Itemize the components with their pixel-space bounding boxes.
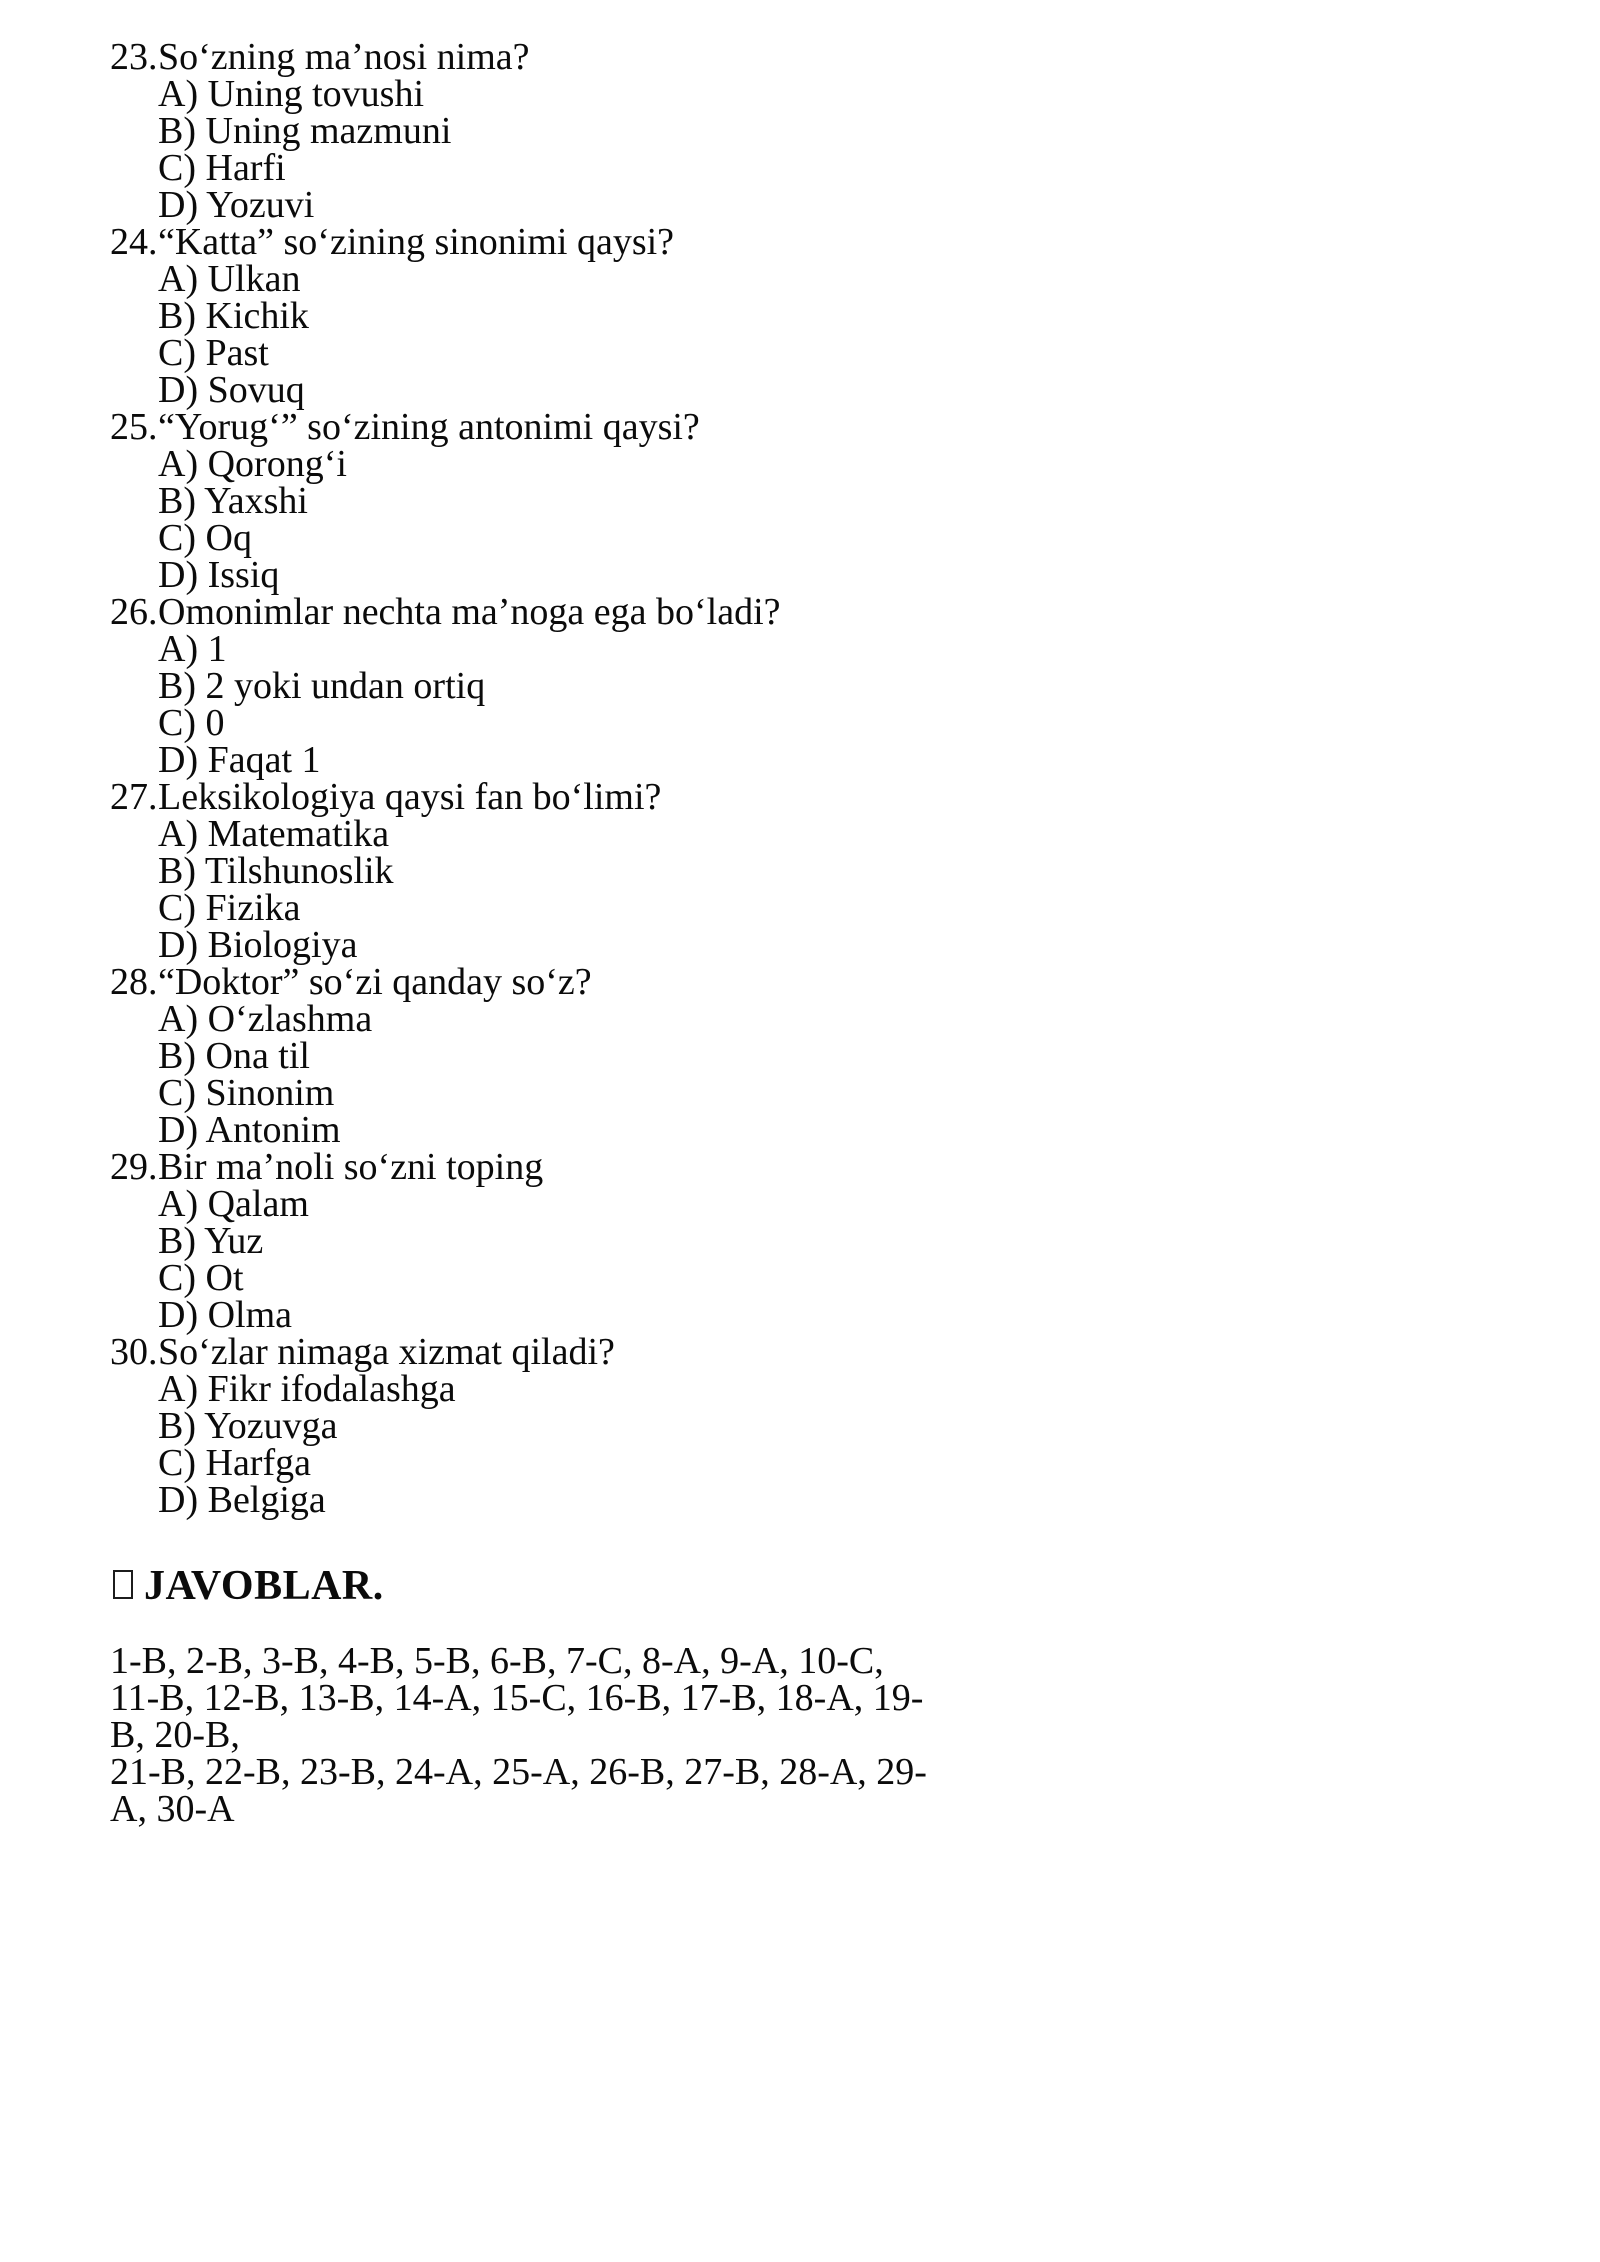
option: A) Fikr ifodalashga [158, 1368, 456, 1410]
option: C) Fizika [158, 887, 301, 929]
option: A) Qalam [158, 1183, 309, 1225]
missing-glyph-icon [113, 1570, 133, 1599]
option: A) O‘zlashma [158, 998, 373, 1040]
option: C) Oq [158, 517, 252, 559]
question-line [110, 776, 1560, 818]
answer-key-line: B, 20-B, [110, 1714, 240, 1756]
answer-key-line: A, 30-A [110, 1788, 235, 1830]
option: C) Sinonim [158, 1072, 335, 1114]
question-line [110, 1331, 1560, 1373]
question-text: Omonimlar nechta ma’noga ega bo‘ladi? [158, 591, 781, 633]
question-number: 30. [110, 1331, 158, 1373]
question-line [110, 221, 1560, 263]
option: C) Harfga [158, 1442, 311, 1484]
question-text: So‘zlar nimaga xizmat qiladi? [158, 1331, 615, 1373]
question-line [110, 1146, 1560, 1188]
question-line [110, 406, 1560, 448]
question-text: “Doktor” so‘zi qanday so‘z? [158, 961, 592, 1003]
question-30 [110, 1331, 1560, 1521]
option: C) Ot [158, 1257, 244, 1299]
option: D) Antonim [158, 1109, 341, 1151]
answer-key-line: 1-B, 2-B, 3-B, 4-B, 5-B, 6-B, 7-C, 8-A, 9-A, 10-C, [110, 1640, 884, 1682]
question-line [110, 591, 1560, 633]
option: B) Uning mazmuni [158, 110, 452, 152]
question-number: 27. [110, 776, 158, 818]
quiz-section [110, 36, 1560, 1521]
question-line [110, 961, 1560, 1003]
answers-heading-label: JAVOBLAR. [144, 1563, 384, 1609]
option: A) 1 [158, 628, 227, 670]
option: D) Biologiya [158, 924, 358, 966]
option: A) Qorong‘i [158, 443, 347, 485]
question-text: “Yorug‘” so‘zining antonimi qaysi? [158, 406, 700, 448]
option: D) Yozuvi [158, 184, 315, 226]
question-25 [110, 406, 1560, 596]
option: B) Kichik [158, 295, 309, 337]
question-27 [110, 776, 1560, 966]
option: B) Ona til [158, 1035, 310, 1077]
option: D) Olma [158, 1294, 293, 1336]
question-29 [110, 1146, 1560, 1336]
answer-key-line: 21-B, 22-B, 23-B, 24-A, 25-A, 26-B, 27-B, 28-A, 29- [110, 1751, 927, 1793]
question-line [110, 36, 1560, 78]
question-number: 29. [110, 1146, 158, 1188]
question-text: Leksikologiya qaysi fan bo‘limi? [158, 776, 662, 818]
question-24 [110, 221, 1560, 411]
answers-heading [113, 1564, 1560, 1608]
option: A) Uning tovushi [158, 73, 424, 115]
option: B) Yuz [158, 1220, 264, 1262]
question-28 [110, 961, 1560, 1151]
option: A) Ulkan [158, 258, 301, 300]
question-text: So‘zning ma’nosi nima? [158, 36, 530, 78]
answer-key-section [110, 1640, 1560, 1830]
question-text: Bir ma’noli so‘zni toping [158, 1146, 544, 1188]
option: C) Harfi [158, 147, 286, 189]
option: D) Faqat 1 [158, 739, 321, 781]
option: B) Tilshunoslik [158, 850, 394, 892]
option: D) Belgiga [158, 1479, 326, 1521]
question-number: 28. [110, 961, 158, 1003]
question-26 [110, 591, 1560, 781]
question-number: 26. [110, 591, 158, 633]
question-number: 24. [110, 221, 158, 263]
option: C) Past [158, 332, 269, 374]
question-23 [110, 36, 1560, 226]
question-number: 25. [110, 406, 158, 448]
question-number: 23. [110, 36, 158, 78]
option: D) Issiq [158, 554, 280, 596]
option: A) Matematika [158, 813, 390, 855]
option: B) 2 yoki undan ortiq [158, 665, 486, 707]
question-text: “Katta” so‘zining sinonimi qaysi? [158, 221, 675, 263]
option: C) 0 [158, 702, 225, 744]
option: B) Yozuvga [158, 1405, 338, 1447]
option: B) Yaxshi [158, 480, 308, 522]
answer-key-line: 11-B, 12-B, 13-B, 14-A, 15-C, 16-B, 17-B, 18-A, 19- [110, 1677, 924, 1719]
option: D) Sovuq [158, 369, 305, 411]
